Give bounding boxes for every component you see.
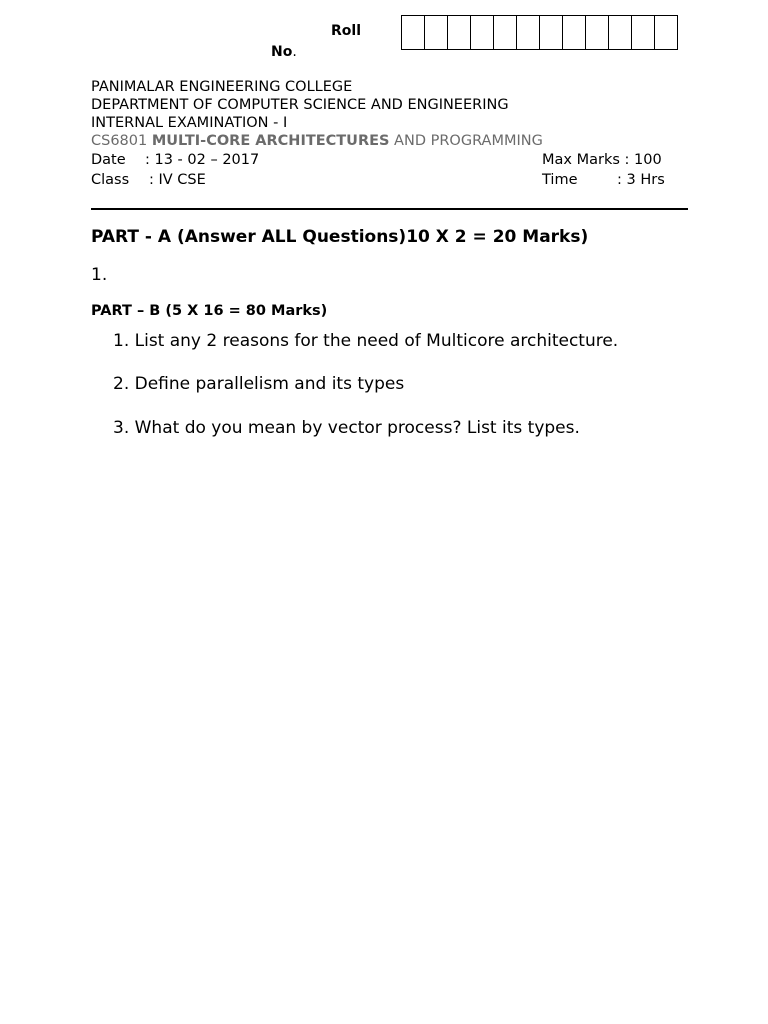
- part-a-heading: PART - A (Answer ALL Questions)10 X 2 = 20 Marks): [91, 227, 589, 247]
- exam-title: INTERNAL EXAMINATION - I: [91, 115, 288, 131]
- course-name-bold: MULTI-CORE ARCHITECTURES: [151, 133, 390, 149]
- part-a-question: 1.: [91, 265, 108, 285]
- course-code: CS6801: [91, 133, 152, 149]
- roll-label: Roll: [331, 23, 361, 39]
- part-b-heading: PART – B (5 X 16 = 80 Marks): [91, 303, 328, 319]
- roll-number-box[interactable]: [494, 16, 517, 49]
- roll-number-box[interactable]: [655, 16, 678, 49]
- time-label: Time: [542, 172, 578, 188]
- roll-number-boxes[interactable]: [401, 15, 678, 50]
- class-label: Class: [91, 172, 130, 188]
- part-b-question-2: 2. Define parallelism and its types: [113, 374, 405, 394]
- department-name: DEPARTMENT OF COMPUTER SCIENCE AND ENGINEERING: [91, 97, 509, 113]
- roll-number-box[interactable]: [471, 16, 494, 49]
- no-label-text: No: [271, 44, 293, 60]
- roll-number-box[interactable]: [402, 16, 425, 49]
- date-value: : 13 - 02 – 2017: [145, 152, 260, 168]
- course-name-rest: AND PROGRAMMING: [389, 133, 543, 149]
- no-label: [271, 44, 297, 60]
- roll-number-box[interactable]: [425, 16, 448, 49]
- date-label: Date: [91, 152, 126, 168]
- course-title: [91, 132, 543, 150]
- no-label-dot: .: [292, 44, 297, 60]
- roll-number-box[interactable]: [586, 16, 609, 49]
- header-divider: [91, 208, 688, 210]
- class-value: : IV CSE: [149, 172, 206, 188]
- roll-number-box[interactable]: [517, 16, 540, 49]
- roll-number-box[interactable]: [609, 16, 632, 49]
- roll-number-box[interactable]: [632, 16, 655, 49]
- roll-number-box[interactable]: [448, 16, 471, 49]
- time-value: : 3 Hrs: [617, 172, 665, 188]
- part-b-question-3: 3. What do you mean by vector process? List its types.: [113, 418, 580, 438]
- roll-number-box[interactable]: [563, 16, 586, 49]
- college-name: PANIMALAR ENGINEERING COLLEGE: [91, 79, 353, 95]
- part-b-question-1: 1. List any 2 reasons for the need of Multicore architecture.: [113, 331, 619, 351]
- max-marks: Max Marks : 100: [542, 152, 662, 168]
- roll-number-box[interactable]: [540, 16, 563, 49]
